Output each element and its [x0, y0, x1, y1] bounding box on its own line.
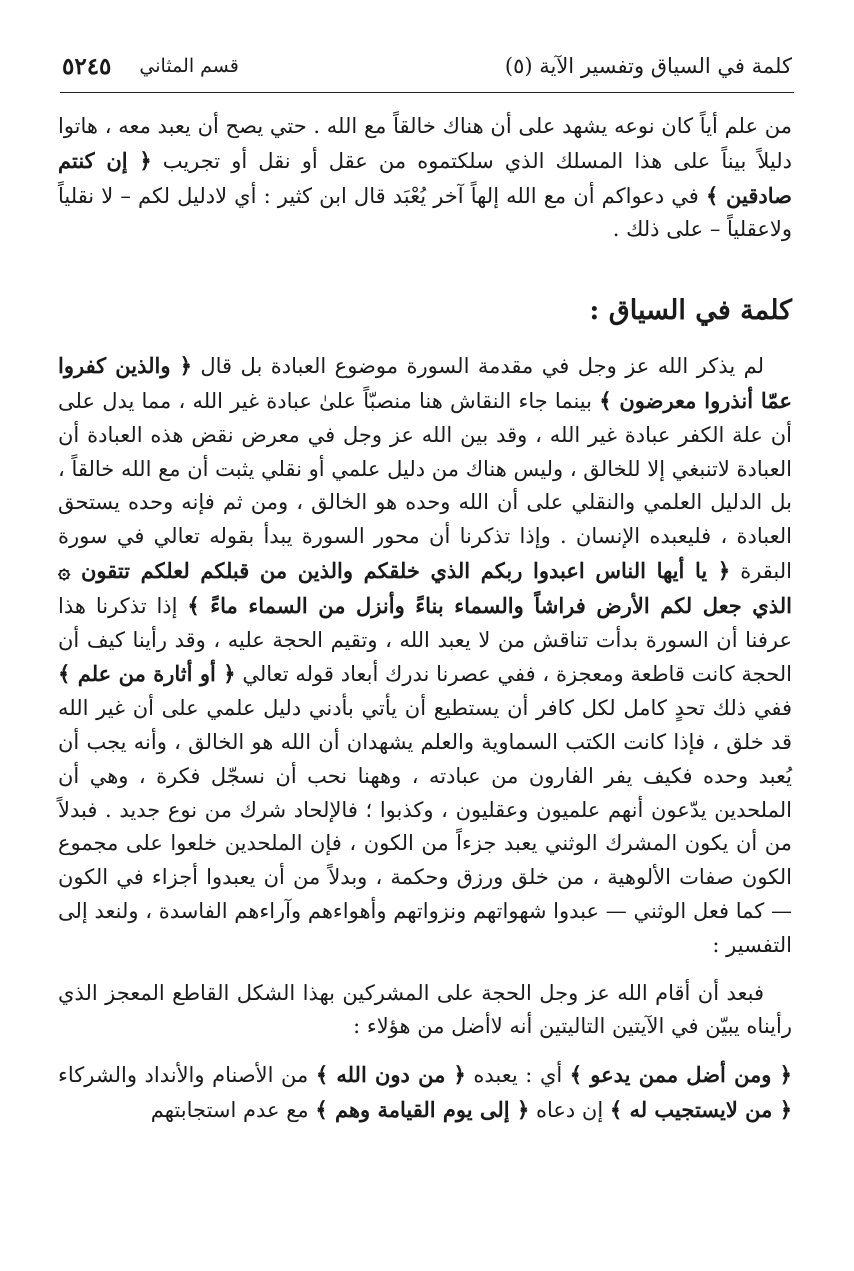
tafsir-text-3: إن دعاه: [535, 1097, 604, 1122]
quran-quote: ﴿ من لايستجيب له ﴾: [609, 1096, 792, 1122]
quran-quote: ﴿ والذين كفروا عمّا أنذروا معرضون ﴾: [58, 353, 792, 413]
main-text-1: لم يذكر الله عز وجل في مقدمة السورة موضوع العبادة بل قال: [200, 354, 764, 379]
main-text-3: إذا تذكرنا هذا عرفنا أن السورة بدأت تناقش من لا يعبد الله ، وتقيم الحجة عليه ، وقد رأينا كيف أن الحجة كانت قاطعة ومعجزة ، ففي عصرنا ندرك أبعاد قوله تعالي: [58, 593, 792, 687]
header-divider: [60, 92, 794, 93]
intro-text-1: من علم أياً كان نوعه يشهد على أن هناك خالقاً مع الله . حتي يصح أن يعبد معه ، هاتوا دليلاً بيناً على هذا المسلك الذي سلكتموه من عقل أو نقل أو تجريب: [58, 114, 792, 173]
page-content: [58, 110, 792, 1128]
spacer: [58, 1044, 792, 1058]
part-label: قسم المثاني: [139, 55, 239, 77]
section-heading: كلمة في السياق :: [589, 295, 792, 327]
quran-quote: ﴿ من دون الله ﴾: [315, 1062, 466, 1088]
main-paragraph: [58, 349, 792, 962]
tafsir-text-2: من الأصنام والأنداد والشركاء: [58, 1063, 309, 1088]
intro-text-2: في دعواكم أن مع الله إلهاً آخر يُعْبَد قال ابن كثير : أي لادليل لكم – لا نقلياً ولاعقلياً – على ذلك .: [58, 183, 792, 242]
intro-paragraph: [58, 110, 792, 247]
header-left-group: [62, 53, 239, 80]
main-text-4: ففي ذلك تحدٍ كامل لكل كافر أن يستطيع أن يأتي بأدني دليل علمي على أن غير الله قد خلق ، فإذا كانت الكتب السماوية والعلم يشهدان أن الله هو الخالق ، وأنه يجب أن يُعبد وحده فكيف يفر الفارون من عبادته ، وههنا نحب أن نسجّل فكرة ، وهي أن الملحدين يدّعون أنهم علميون وعقليون ، وكذبوا ؛ فالإلحاد شرك من نوع جديد . فبدلاً من أن يكون المشرك الوثني يعبد جزءاً من الكون ، فإن الملحدين خلعوا على مجموع الكون صفات الألوهية ، من خلق ورزق وحكمة ، وبدلاً من أن يعبدوا أجزاء في الكون — كما فعل الوثني — عبدوا شهواتهم ونزواتهم وأهواءهم وآراءهم الفاسدة ، ولنعد إلى التفسير :: [58, 696, 792, 957]
quran-quote: ﴿ يا أيها الناس اعبدوا ربكم الذي خلقكم والذين من قبلكم لعلكم تتقون ۞ الذي جعل لكم الأرض فراشاً والسماء بناءً وأنزل من السماء ماءً ﴾: [58, 557, 793, 618]
quran-quote: ﴿ إلى يوم القيامة وهم ﴾: [315, 1096, 530, 1122]
running-title: كلمة في السياق وتفسير الآية (٥): [504, 54, 792, 78]
tafsir-text-4: مع عدم استجابتهم: [150, 1097, 309, 1122]
page-number: ٥٢٤٥: [62, 52, 112, 80]
quran-quote: ﴿ إن كنتم صادقين ﴾: [58, 147, 792, 208]
spacer: [58, 963, 792, 977]
tafsir-paragraph: [58, 1058, 792, 1128]
quran-quote: ﴿ ومن أضل ممن يدعو ﴾: [569, 1062, 792, 1088]
third-paragraph: فبعد أن أقام الله عز وجل الحجة على المشركين بهذا الشكل القاطع المعجز الذي رأيناه يبيّن في الآيتين التاليتين أنه لاأضل من هؤلاء :: [58, 980, 792, 1039]
main-text-2: بينما جاء النقاش هنا منصبّاً علىٰ عبادة غير الله ، مما يدل على أن علة الكفر عبادة غير الله ، وقد بين الله عز وجل في معرض نقض هذه العبادة أن العبادة لاتنبغي إلا للخالق ، وليس هناك من دليل علمي أو نقلي يثبت أن مع الله خالقاً ، بل الدليل العلمي والنقلي على أن الله وحده هو الخالق ، ومن ثم فإنه وحده يستحق العبادة ، فليعبده الإنسان . وإذا تذكرنا أن محور السورة يبدأ بقوله تعالي في سورة البقرة: [58, 388, 792, 583]
tafsir-text-1: أي : يعبده: [473, 1063, 563, 1088]
running-header: [62, 44, 792, 88]
quran-quote: ﴿ أو أثارة من علم ﴾: [58, 661, 236, 687]
